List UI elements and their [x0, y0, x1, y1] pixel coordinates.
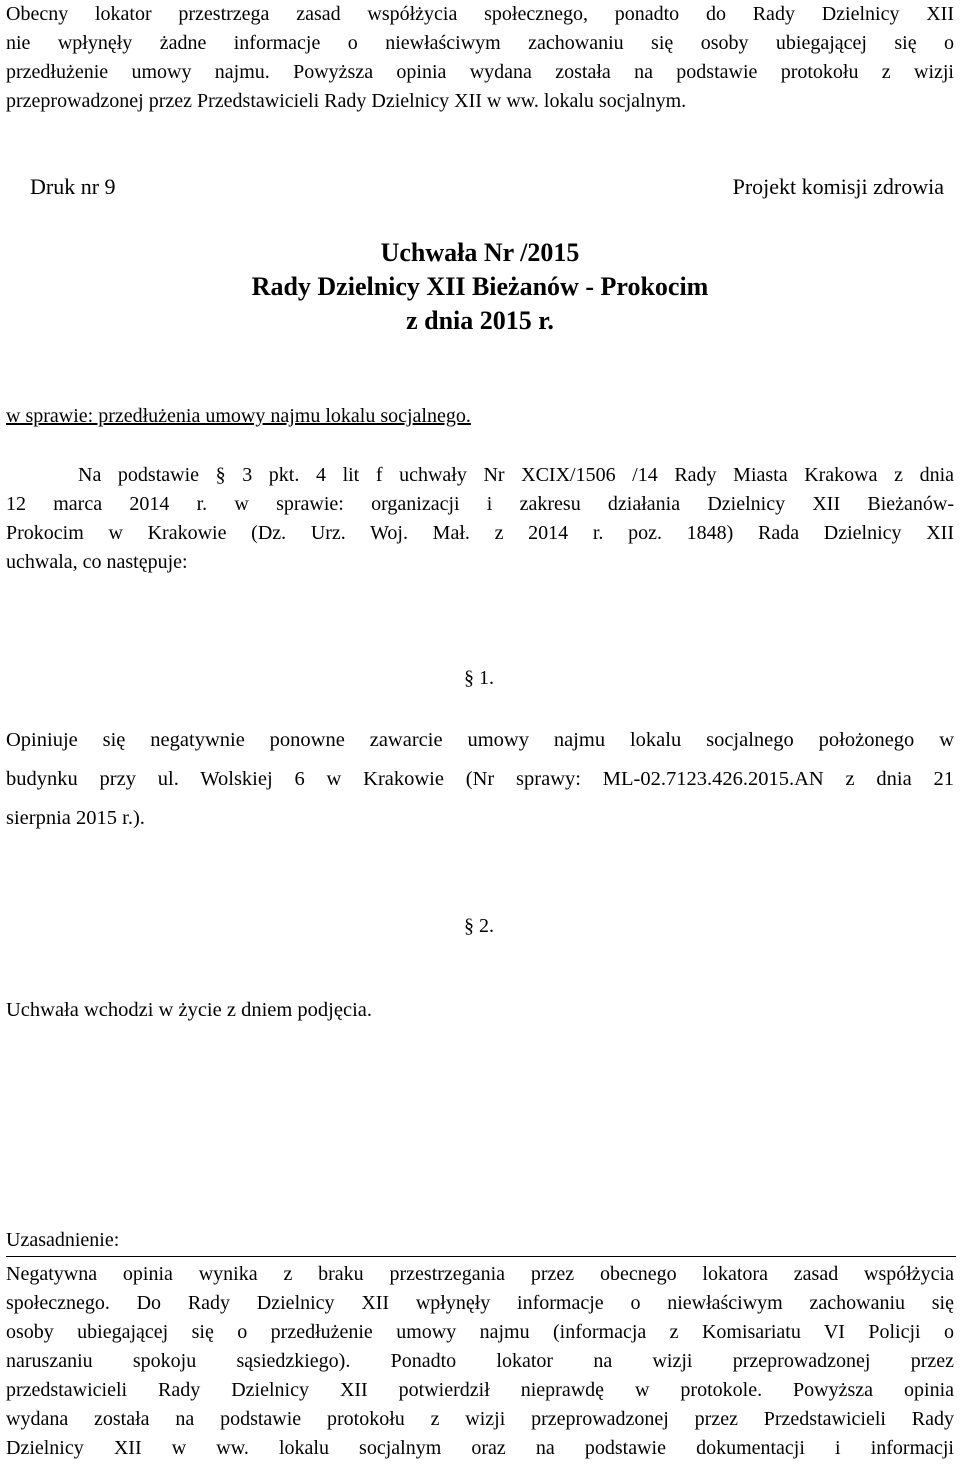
justification-divider [6, 1256, 956, 1257]
intro-line: nie wpłynęły żadne informacje o niewłaściwym zachowaniu się osoby ubiegającej się o [6, 32, 954, 54]
justification-paragraph [6, 1260, 954, 1463]
basis-line: 12 marca 2014 r. w sprawie: organizacji i zakresu działania Dzielnicy XII Bieżanów- [6, 493, 954, 515]
justification-line: Negatywna opinia wynika z braku przestrzegania przez obecnego lokatora zasad współżycia [6, 1263, 954, 1285]
section-1-line: sierpnia 2015 r.). [6, 807, 145, 829]
intro-line: Obecny lokator przestrzega zasad współżycia społecznego, ponadto do Rady Dzielnicy XII [6, 3, 954, 25]
title-line-2: Rady Dzielnicy XII Bieżanów - Prokocim [251, 272, 709, 301]
title-line-3: z dnia 2015 r. [406, 306, 554, 335]
section-2-mark: § 2. [464, 915, 494, 937]
section-1-text [6, 721, 954, 838]
basis-line: uchwala, co następuje: [6, 551, 188, 573]
intro-line: przeprowadzonej przez Przedstawicieli Rady Dzielnicy XII w ww. lokalu socjalnym. [6, 90, 687, 112]
section-2-text: Uchwała wchodzi w życie z dniem podjęcia. [6, 999, 372, 1021]
resolution-title [6, 236, 954, 338]
basis-line: Na podstawie § 3 pkt. 4 lit f uchwały Nr XCIX/1506 /14 Rady Miasta Krakowa z dnia [78, 464, 954, 486]
project-label: Projekt komisji zdrowia [732, 174, 944, 199]
justification-line: wydana została na podstawie protokołu z wizji przeprowadzonej przez Przedstawicieli Rady [6, 1408, 954, 1430]
intro-paragraph [6, 0, 954, 116]
resolution-subject: w sprawie: przedłużenia umowy najmu lokalu socjalnego. [6, 405, 471, 427]
section-1-line: budynku przy ul. Wolskiej 6 w Krakowie (Nr sprawy: ML-02.7123.426.2015.AN z dnia 21 [6, 768, 954, 790]
document-header [30, 172, 944, 201]
justification-label: Uzasadnienie: [6, 1229, 120, 1251]
justification-line: naruszaniu spokoju sąsiedzkiego). Ponadto lokator na wizji przeprowadzonej przez [6, 1350, 954, 1372]
justification-line: Dzielnicy XII w ww. lokalu socjalnym oraz na podstawie dokumentacji i informacji [6, 1437, 954, 1459]
justification-line: przedstawicieli Rady Dzielnicy XII potwierdził nieprawdę w protokole. Powyższa opinia [6, 1379, 954, 1401]
title-line-1: Uchwała Nr /2015 [380, 238, 580, 267]
legal-basis-paragraph [6, 461, 954, 577]
justification-line: społecznego. Do Rady Dzielnicy XII wpłynęły informacje o niewłaściwym zachowaniu się [6, 1292, 954, 1314]
justification-line: osoby ubiegającej się o przedłużenie umowy najmu (informacja z Komisariatu VI Policji o [6, 1321, 954, 1343]
intro-line: przedłużenie umowy najmu. Powyższa opinia wydana została na podstawie protokołu z wizji [6, 61, 954, 83]
basis-line: Prokocim w Krakowie (Dz. Urz. Woj. Mał. z 2014 r. poz. 1848) Rada Dzielnicy XII [6, 522, 954, 544]
section-1-line: Opiniuje się negatywnie ponowne zawarcie umowy najmu lokalu socjalnego położonego w [6, 729, 954, 751]
section-1-mark: § 1. [464, 667, 494, 689]
print-number: Druk nr 9 [30, 174, 116, 199]
